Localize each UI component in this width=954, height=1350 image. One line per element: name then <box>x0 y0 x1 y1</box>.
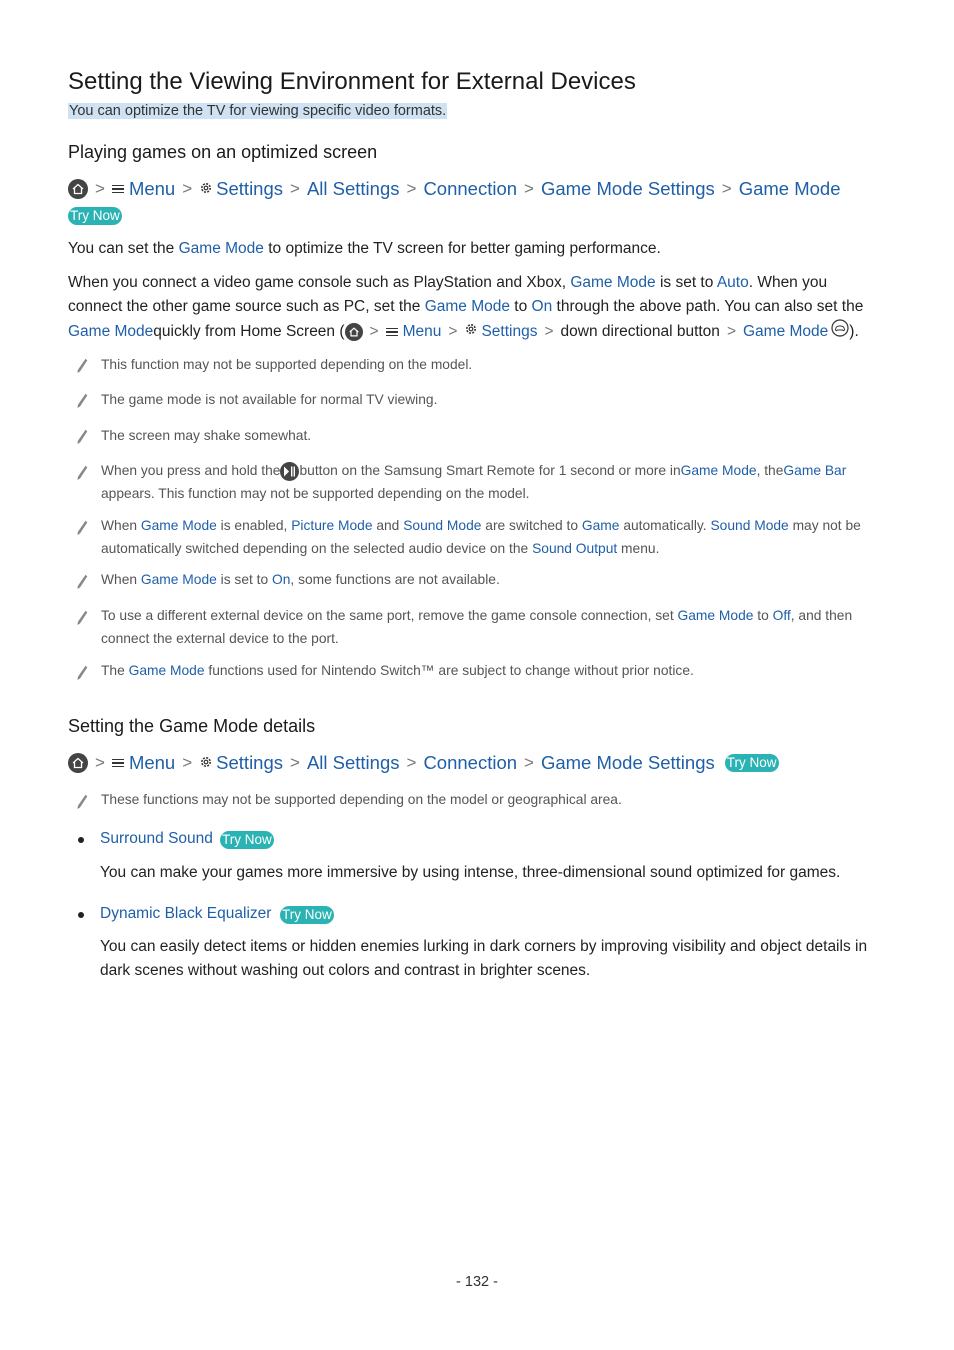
chevron-right-icon: > <box>406 179 417 198</box>
chevron-right-icon: > <box>524 753 534 772</box>
page-number: - 132 - <box>456 1274 498 1290</box>
note-item: The screen may shake somewhat. <box>68 425 888 449</box>
surround-sound-description: You can make your games more immersive by using intense, three-dimensional sound optimized for games. <box>100 864 841 881</box>
breadcrumb-path-1 <box>68 178 840 200</box>
chevron-right-icon: > <box>182 179 193 198</box>
path-item-game-mode[interactable]: Game Mode <box>738 178 841 199</box>
home-icon <box>68 753 88 773</box>
menu-icon <box>386 326 398 339</box>
dynamic-black-equalizer-link[interactable]: Dynamic Black Equalizer <box>100 905 272 922</box>
paragraph-connect: When you connect a video game console such as PlayStation and Xbox, Game Mode is set to Auto. When you connect the other game source such as PC, set the Game Mode to On through the above path. You can also set the Game Mode quickly from Home Screen ( > Menu > Settings > down directional button > Game Mode ). <box>68 271 863 345</box>
pencil-icon <box>76 610 88 626</box>
menu-icon <box>112 183 124 196</box>
chevron-right-icon: > <box>290 179 300 198</box>
try-now-button[interactable]: Try Now <box>70 208 120 223</box>
chevron-right-icon: > <box>726 323 736 340</box>
pencil-icon <box>76 665 88 681</box>
path-item-settings[interactable]: Settings <box>199 752 283 774</box>
chevron-right-icon: > <box>95 753 105 772</box>
path-item-game-mode-settings[interactable]: Game Mode Settings <box>540 752 715 773</box>
note-item: To use a different external device on the same port, remove the game console connection, set Game Mode to Off, and then connect the external device to the port. <box>68 605 888 651</box>
path-item-menu[interactable]: Menu <box>112 178 175 200</box>
chevron-right-icon: > <box>448 323 458 340</box>
chevron-right-icon: > <box>290 753 300 772</box>
surround-sound-link[interactable]: Surround Sound <box>100 830 213 847</box>
note-item: The Game Mode functions used for Nintendo Switch™ are subject to change without prior notice. <box>68 660 888 684</box>
section-heading-playing-games: Playing games on an optimized screen <box>68 142 378 162</box>
note-item: When you press and hold the button on the Samsung Smart Remote for 1 second or more in Game Mode , the Game Bar appears. This function may not be supported depending on the model. <box>68 460 888 506</box>
paragraph-intro: You can set the Game Mode to optimize the TV screen for better gaming performance. <box>68 240 661 257</box>
note-item: These functions may not be supported depending on the model or geographical area. <box>68 789 888 813</box>
chevron-right-icon: > <box>406 753 417 772</box>
pencil-icon <box>76 429 88 445</box>
chevron-right-icon: > <box>524 179 534 198</box>
bullet-icon <box>78 837 84 843</box>
breadcrumb-path-2 <box>68 752 779 774</box>
pencil-icon <box>76 358 88 374</box>
gear-icon <box>199 178 213 200</box>
chevron-right-icon: > <box>369 323 379 340</box>
pencil-icon <box>76 520 88 536</box>
note-item: When Game Mode is enabled, Picture Mode and Sound Mode are switched to Game automatically. Sound Mode may not be automatically switched depending on the selected audio device on the Sound Output menu. <box>68 515 888 561</box>
try-now-button[interactable]: Try Now <box>282 907 332 922</box>
note-item: When Game Mode is set to On, some functions are not available. <box>68 569 888 593</box>
home-icon <box>345 323 363 341</box>
path-item-menu[interactable]: Menu <box>112 752 175 774</box>
note-item: This function may not be supported depending on the model. <box>68 354 888 378</box>
bullet-icon <box>78 912 84 918</box>
home-icon <box>68 179 88 199</box>
list-item-surround-sound <box>68 829 888 853</box>
section-heading-game-mode-details: Setting the Game Mode details <box>68 716 316 736</box>
menu-icon <box>112 757 124 770</box>
note-item: The game mode is not available for normal TV viewing. <box>68 389 888 413</box>
dynamic-black-equalizer-description: You can easily detect items or hidden enemies lurking in dark corners by improving visibility and object details in dark scenes without washing out colors and contrast in brighter scenes. <box>100 938 868 979</box>
try-now-button[interactable]: Try Now <box>222 832 272 847</box>
page-title: Setting the Viewing Environment for External Devices <box>68 68 636 95</box>
list-item-dynamic-black-equalizer <box>68 904 888 928</box>
path-item-all-settings[interactable]: All Settings <box>306 178 400 199</box>
path-item-connection[interactable]: Connection <box>423 752 518 773</box>
pencil-icon <box>76 393 88 409</box>
chevron-right-icon: > <box>182 753 193 772</box>
gear-icon <box>464 320 478 344</box>
pencil-icon <box>76 574 88 590</box>
page-subtitle: You can optimize the TV for viewing specific video formats. <box>69 103 447 119</box>
path-item-all-settings[interactable]: All Settings <box>306 752 400 773</box>
try-now-button[interactable]: Try Now <box>726 755 777 770</box>
gear-icon <box>199 752 213 774</box>
chevron-right-icon: > <box>721 179 732 198</box>
chevron-right-icon: > <box>544 323 554 340</box>
pencil-icon <box>76 794 88 810</box>
path-item-connection[interactable]: Connection <box>423 178 518 199</box>
chevron-right-icon: > <box>95 179 105 198</box>
path-item-settings[interactable]: Settings <box>199 178 283 200</box>
gamepad-icon <box>831 319 849 345</box>
play-pause-button-icon <box>280 462 299 481</box>
pencil-icon <box>76 465 88 481</box>
path-item-game-mode-settings[interactable]: Game Mode Settings <box>540 178 715 199</box>
